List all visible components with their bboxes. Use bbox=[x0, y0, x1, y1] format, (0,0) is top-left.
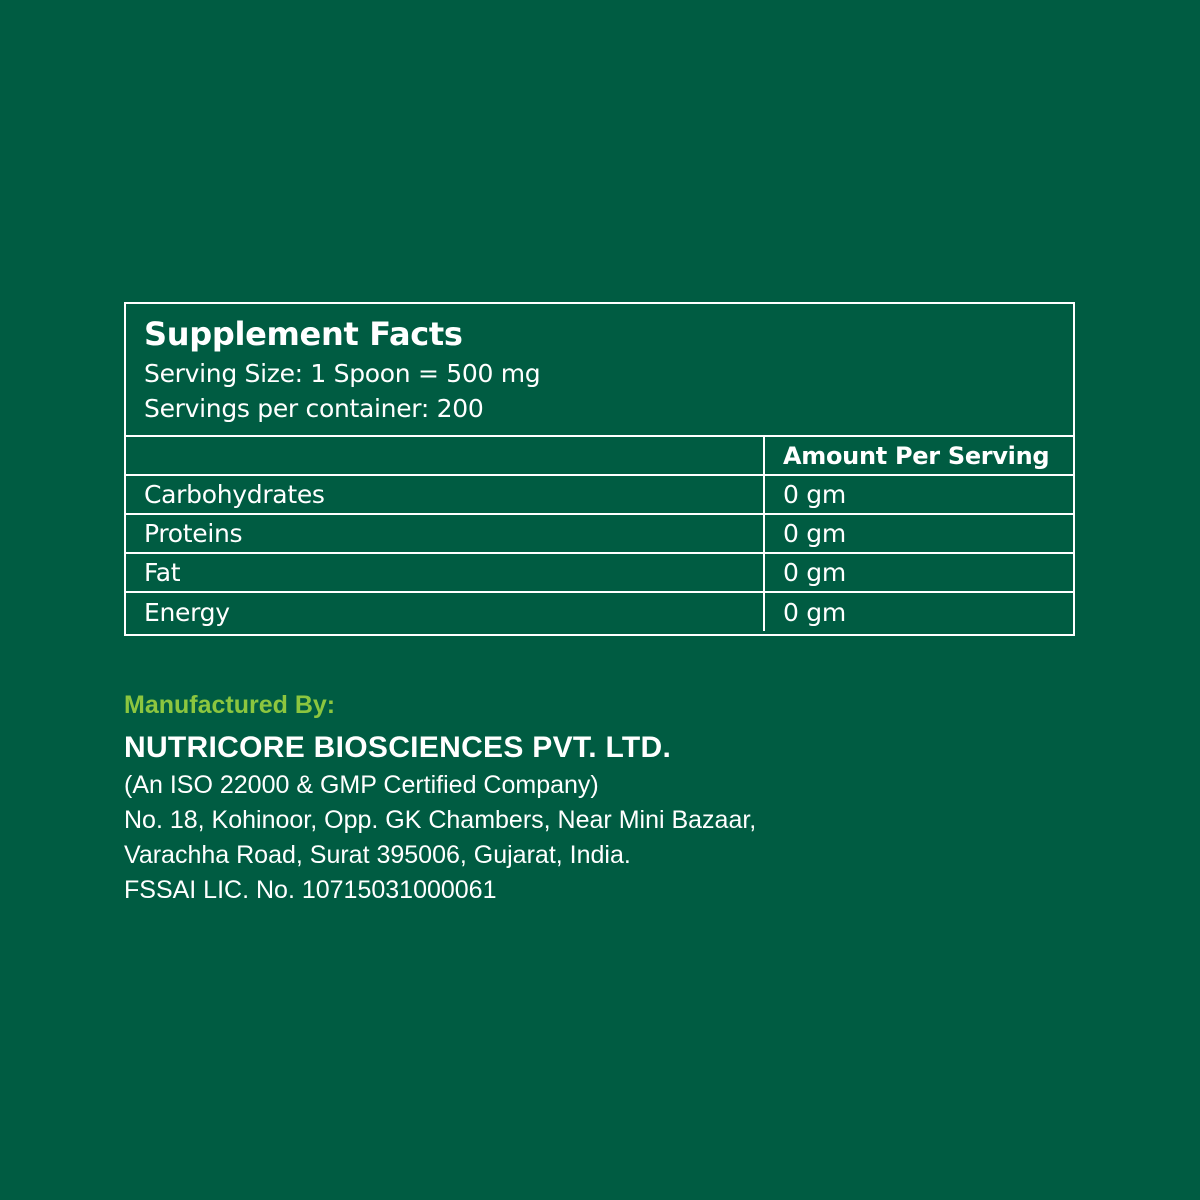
servings-per-container: Servings per container: 200 bbox=[144, 394, 484, 423]
license-number: FSSAI LIC. No. 10715031000061 bbox=[124, 876, 497, 904]
nutrient-amount: 0 gm bbox=[764, 514, 1073, 553]
nutrient-amount: 0 gm bbox=[764, 475, 1073, 514]
nutrient-name: Fat bbox=[126, 553, 764, 592]
facts-header bbox=[126, 304, 1073, 437]
table-header-row bbox=[126, 437, 1073, 475]
nutrition-table bbox=[126, 437, 1073, 631]
table-row bbox=[126, 514, 1073, 553]
facts-title: Supplement Facts bbox=[144, 315, 463, 353]
table-row bbox=[126, 553, 1073, 592]
manufactured-by-label: Manufactured By: bbox=[124, 691, 336, 719]
column-header-name bbox=[126, 437, 764, 475]
nutrient-name: Energy bbox=[126, 592, 764, 631]
company-name: NUTRICORE BIOSCIENCES PVT. LTD. bbox=[124, 731, 672, 764]
nutrient-name: Carbohydrates bbox=[126, 475, 764, 514]
certification-line: (An ISO 22000 & GMP Certified Company) bbox=[124, 771, 599, 799]
serving-size: Serving Size: 1 Spoon = 500 mg bbox=[144, 359, 541, 388]
column-header-amount: Amount Per Serving bbox=[783, 441, 1050, 470]
nutrient-amount: 0 gm bbox=[764, 553, 1073, 592]
supplement-facts-panel bbox=[124, 302, 1075, 636]
nutrient-name: Proteins bbox=[126, 514, 764, 553]
address-line-2: Varachha Road, Surat 395006, Gujarat, India. bbox=[124, 841, 631, 869]
manufacturer-info bbox=[124, 688, 756, 908]
table-row bbox=[126, 475, 1073, 514]
table-row bbox=[126, 592, 1073, 631]
nutrient-amount: 0 gm bbox=[764, 592, 1073, 631]
address-line-1: No. 18, Kohinoor, Opp. GK Chambers, Near Mini Bazaar, bbox=[124, 806, 757, 834]
